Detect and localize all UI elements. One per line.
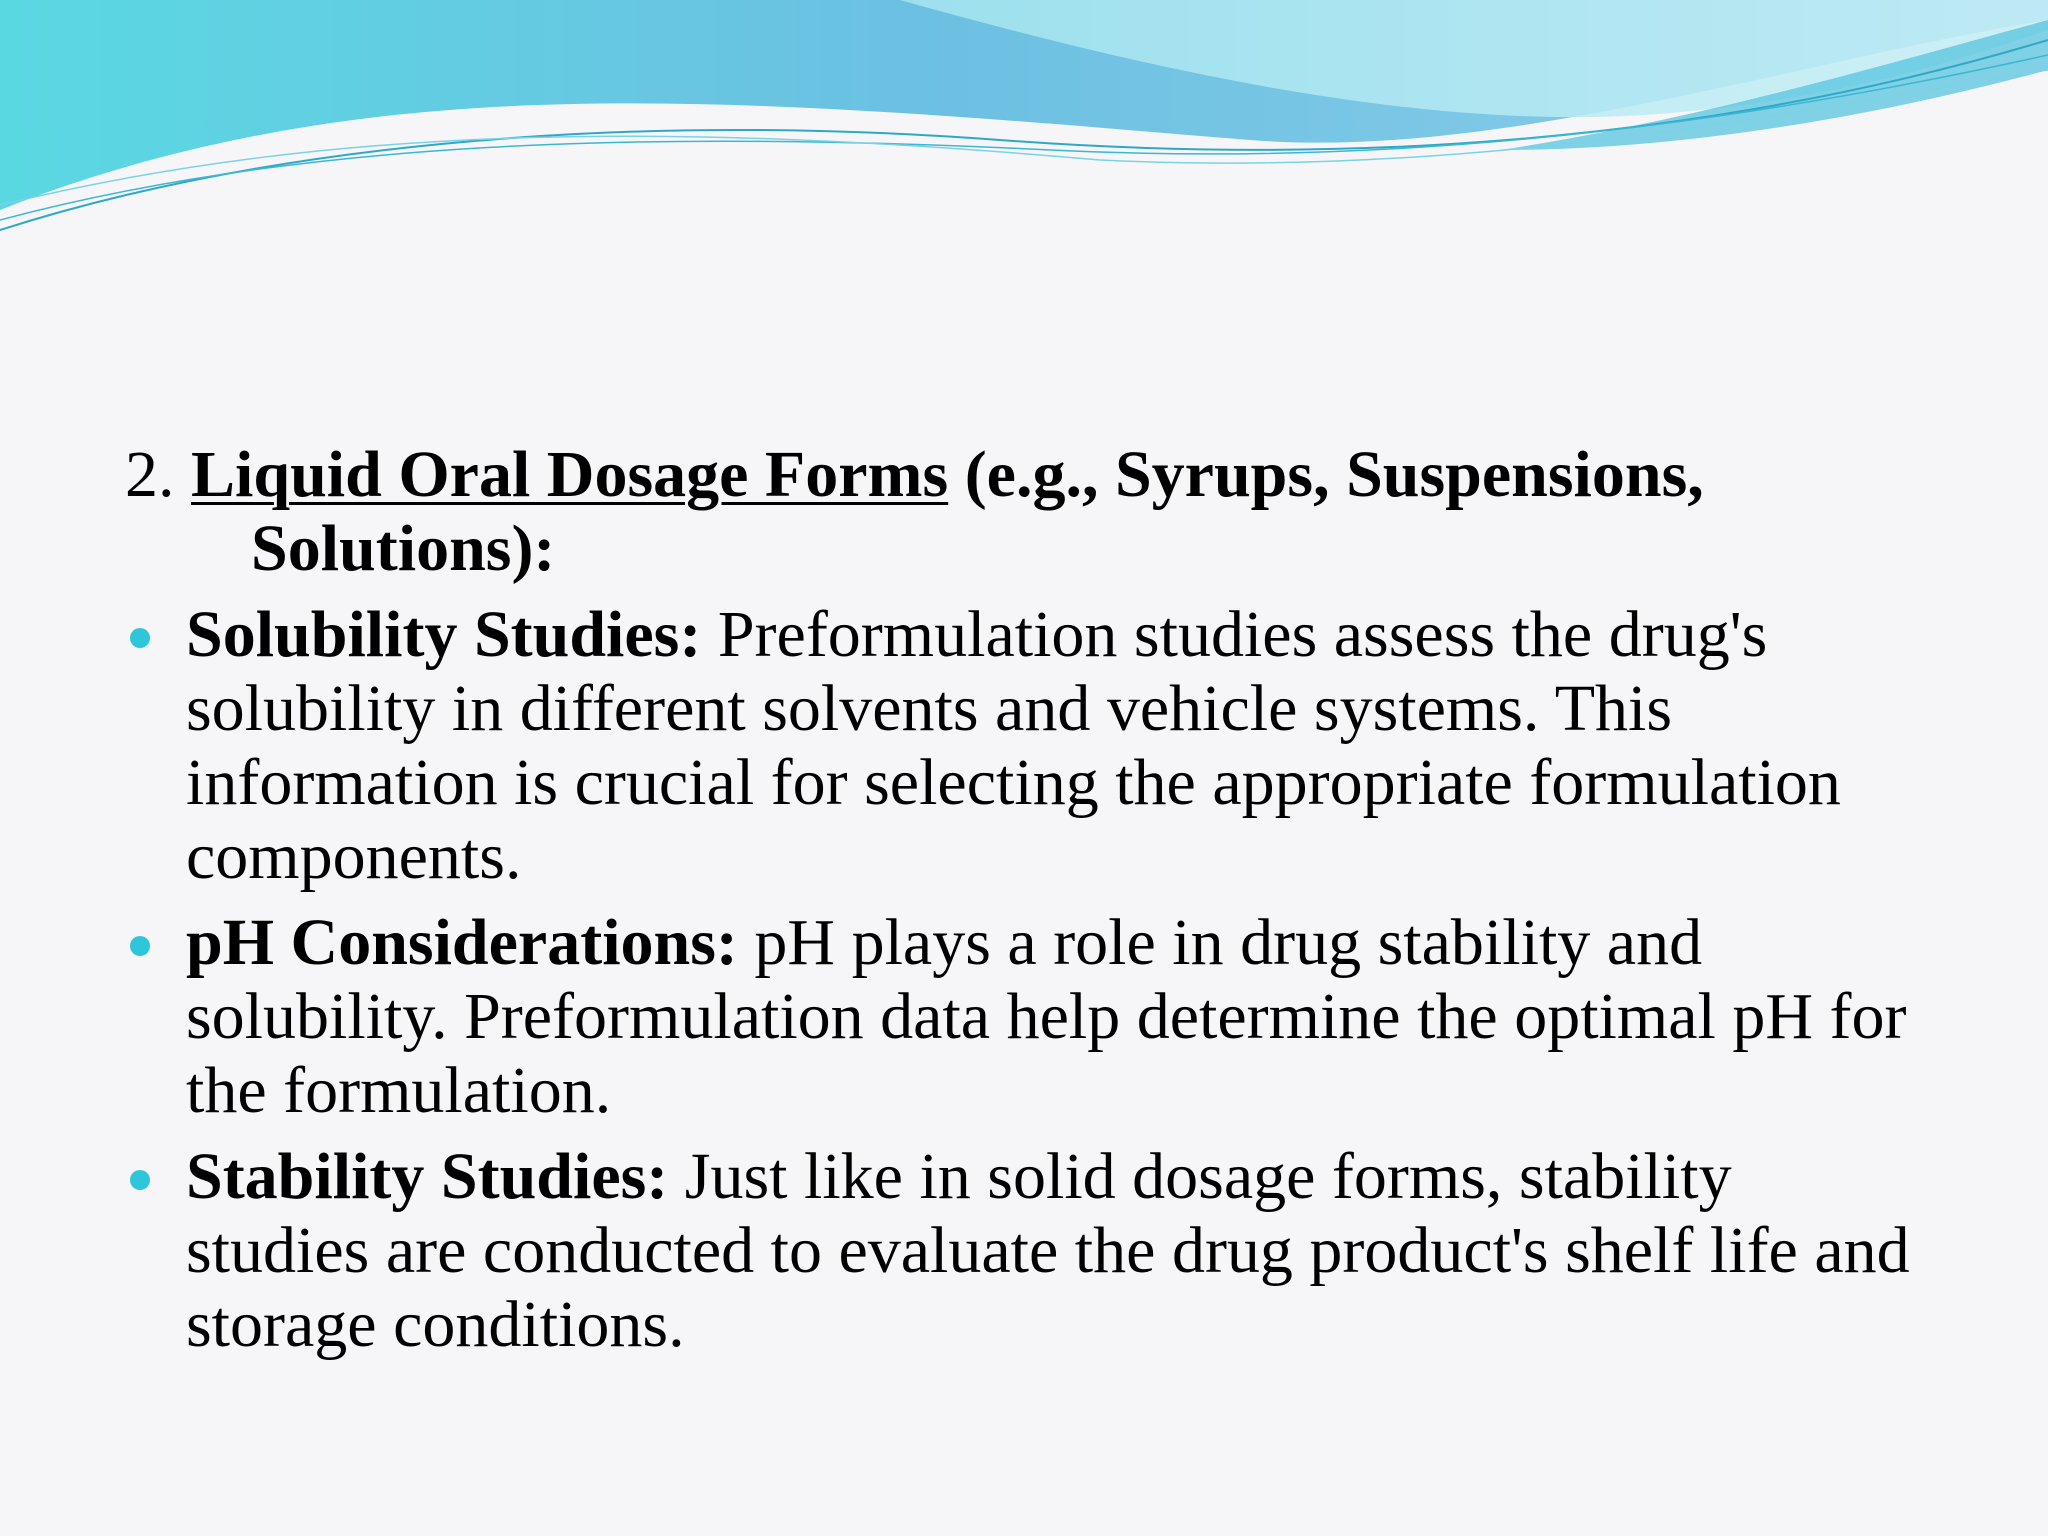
wave-header-decoration	[0, 0, 2048, 240]
section-heading	[125, 438, 1925, 586]
bullet-text: Just like in solid dosage forms, stability studies are conducted to evaluate the drug product's shelf life and storage conditions.	[186, 1140, 1910, 1361]
bullet-dot-icon	[130, 628, 150, 648]
bullet-item-stability	[125, 1140, 1925, 1362]
bullet-item-ph	[125, 906, 1925, 1128]
bullet-text: pH plays a role in drug stability and solubility. Preformulation data help determine the optimal pH for the formulation.	[186, 906, 1907, 1127]
heading-examples: (e.g., Syrups, Suspensions, Solutions):	[251, 438, 1704, 585]
bullet-term: Solubility Studies:	[186, 598, 702, 671]
heading-number: 2.	[125, 438, 175, 511]
bullet-text: Preformulation studies assess the drug's solubility in different solvents and vehicle systems. This information is crucial for selecting the appropriate formulation components.	[186, 598, 1841, 893]
bullet-term: Stability Studies:	[186, 1140, 669, 1213]
bullet-term: pH Considerations:	[186, 906, 738, 979]
slide-content	[125, 438, 1925, 1374]
bullet-dot-icon	[130, 1170, 150, 1190]
bullet-list	[125, 598, 1925, 1362]
heading-title: Liquid Oral Dosage Forms	[191, 438, 949, 511]
bullet-item-solubility	[125, 598, 1925, 894]
bullet-dot-icon	[130, 936, 150, 956]
